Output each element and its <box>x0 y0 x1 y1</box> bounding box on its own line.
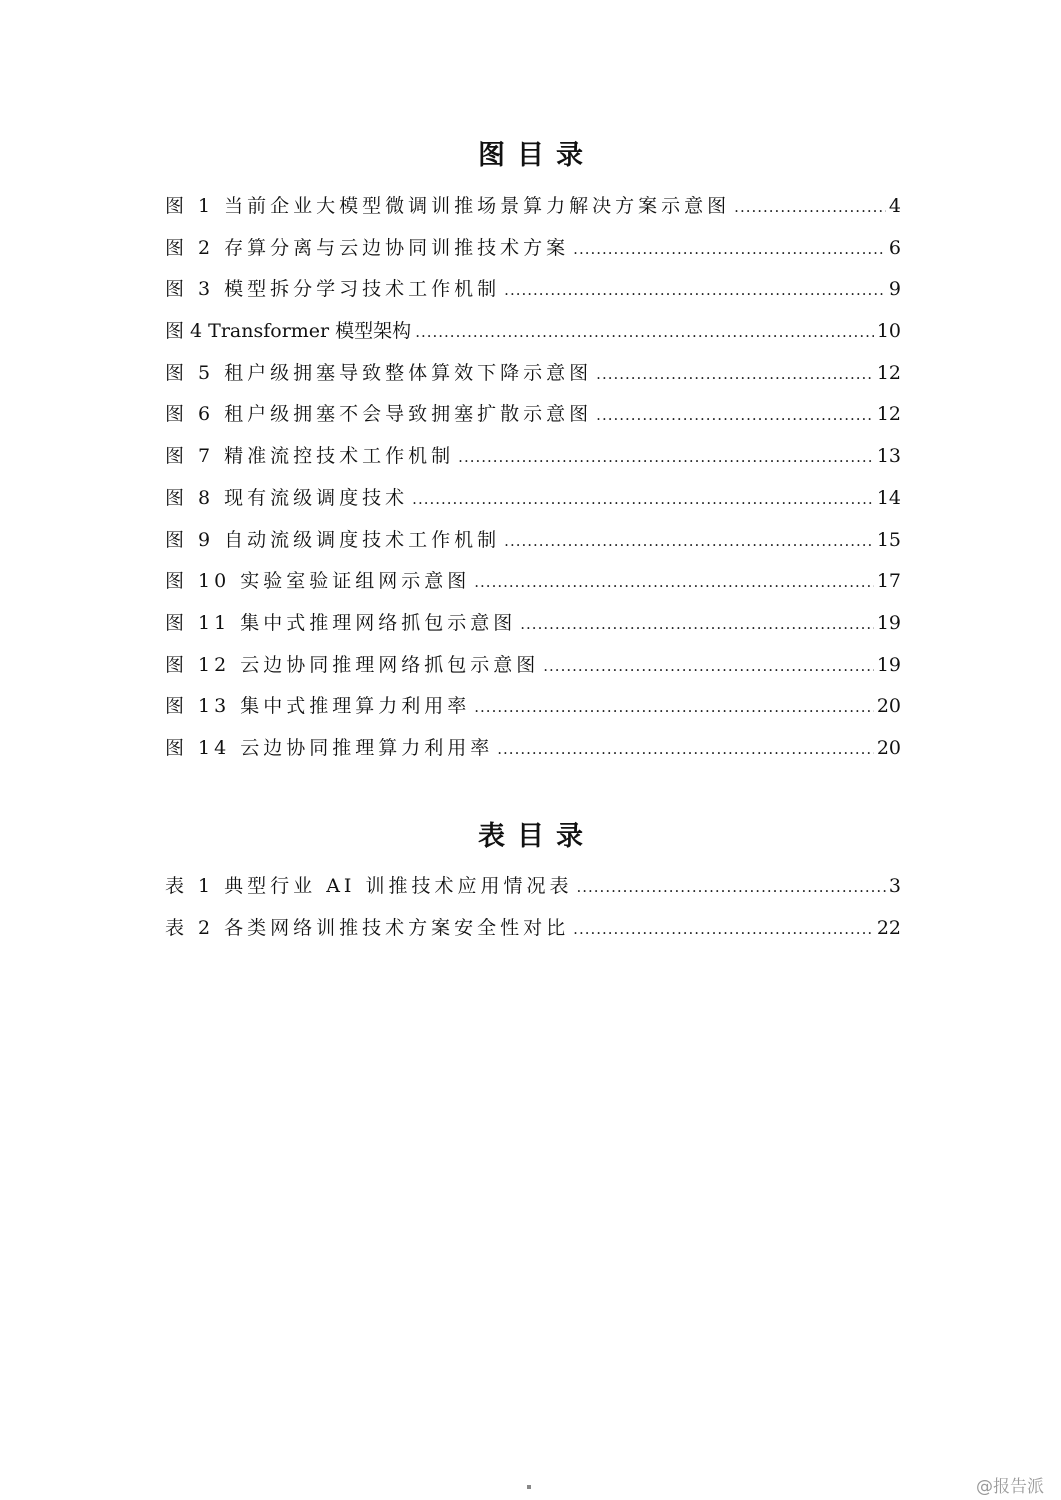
entry-label: 图 8 现有流级调度技术 <box>165 486 409 509</box>
entry-page: 9 <box>888 278 901 301</box>
tables-title: 表目录 <box>478 821 595 852</box>
figure-entry[interactable] <box>165 398 901 440</box>
figure-entry[interactable] <box>165 732 901 774</box>
entry-label: 图 9 自动流级调度技术工作机制 <box>165 528 501 551</box>
entry-label: 图 13 集中式推理算力利用率 <box>165 695 471 718</box>
figures-list <box>165 190 901 774</box>
figure-entry[interactable] <box>165 190 901 232</box>
entry-page: 12 <box>876 361 901 384</box>
leader-dots <box>576 871 885 903</box>
footer-dot <box>527 1485 531 1489</box>
figure-entry[interactable] <box>165 524 901 566</box>
entry-label: 图 10 实验室验证组网示意图 <box>165 570 471 593</box>
entry-label: 图 6 租户级拥塞不会导致拥塞扩散示意图 <box>165 403 593 426</box>
entry-page: 4 <box>888 195 901 217</box>
leader-dots <box>412 483 874 515</box>
entry-page: 20 <box>876 695 901 718</box>
entry-label: 图 1 当前企业大模型微调训推场景算力解决方案示意图 <box>165 195 731 217</box>
leader-dots <box>497 733 874 765</box>
leader-dots <box>596 358 874 390</box>
figure-entry[interactable] <box>165 357 901 399</box>
table-entry[interactable] <box>165 912 901 954</box>
entry-label: 图 14 云边协同推理算力利用率 <box>165 736 494 759</box>
figure-entry[interactable] <box>165 440 901 482</box>
entry-page: 20 <box>876 736 901 759</box>
entry-page: 3 <box>888 875 901 897</box>
watermark: @报告派 <box>976 1477 1044 1497</box>
entry-label: 图 4 Transformer 模型架构 <box>165 320 412 343</box>
entry-page: 13 <box>876 445 901 468</box>
leader-dots <box>504 274 886 306</box>
figure-entry[interactable] <box>165 232 901 274</box>
figure-entry[interactable] <box>165 690 901 732</box>
leader-dots <box>573 913 874 945</box>
entry-page: 6 <box>888 236 901 259</box>
leader-dots <box>543 650 874 682</box>
leader-dots <box>474 691 874 723</box>
leader-dots <box>734 191 886 223</box>
figure-entry[interactable] <box>165 649 901 691</box>
leader-dots <box>458 441 874 473</box>
entry-page: 15 <box>876 528 901 551</box>
entry-label: 图 7 精准流控技术工作机制 <box>165 445 455 468</box>
entry-page: 12 <box>876 403 901 426</box>
entry-label: 图 12 云边协同推理网络抓包示意图 <box>165 653 540 676</box>
table-entry[interactable] <box>165 870 901 912</box>
entry-label: 图 11 集中式推理网络抓包示意图 <box>165 611 517 634</box>
entry-label: 图 3 模型拆分学习技术工作机制 <box>165 278 501 301</box>
entry-label: 图 5 租户级拥塞导致整体算效下降示意图 <box>165 361 593 384</box>
leader-dots <box>415 316 874 348</box>
figure-entry[interactable] <box>165 565 901 607</box>
leader-dots <box>504 525 874 557</box>
leader-dots <box>474 566 874 598</box>
entry-page: 17 <box>876 570 901 593</box>
entry-label: 图 2 存算分离与云边协同训推技术方案 <box>165 236 570 259</box>
leader-dots <box>520 608 874 640</box>
figures-title: 图目录 <box>478 140 595 171</box>
leader-dots <box>596 399 874 431</box>
entry-page: 19 <box>876 611 901 634</box>
figure-entry[interactable] <box>165 607 901 649</box>
leader-dots <box>573 233 886 265</box>
figure-entry[interactable] <box>165 482 901 524</box>
tables-list <box>165 870 901 953</box>
figure-entry[interactable] <box>165 315 901 357</box>
figure-entry[interactable] <box>165 273 901 315</box>
entry-label: 表 1 典型行业 AI 训推技术应用情况表 <box>165 875 573 897</box>
entry-page: 22 <box>876 916 901 939</box>
entry-page: 14 <box>876 486 901 509</box>
entry-page: 19 <box>876 653 901 676</box>
entry-page: 10 <box>876 320 901 343</box>
entry-label: 表 2 各类网络训推技术方案安全性对比 <box>165 916 570 939</box>
